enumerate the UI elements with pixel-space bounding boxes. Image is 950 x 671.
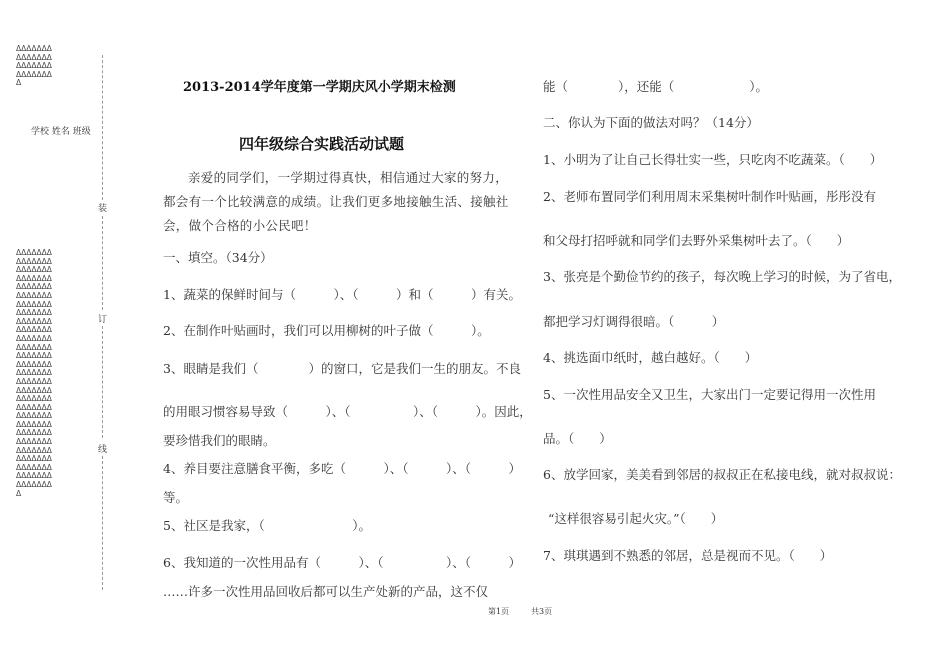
binding-mark-zhuang: 装 <box>98 204 108 214</box>
exam-title: 2013-2014学年度第一学期庆风小学期末检测 <box>183 80 456 95</box>
margin-triangles-bottom: ΔΔΔΔΔΔΔ ΔΔΔΔΔΔΔ ΔΔΔΔΔΔΔ ΔΔΔΔΔΔΔ ΔΔΔΔΔΔΔ ΔΔΔΔΔΔΔ ΔΔΔΔΔΔΔ ΔΔΔΔΔΔΔ ΔΔΔΔΔΔΔ ΔΔΔΔΔΔΔ ΔΔΔΔΔΔΔ ΔΔΔΔΔΔΔ ΔΔΔΔΔΔΔ ΔΔΔΔΔΔΔ ΔΔΔΔΔΔΔ ΔΔΔΔΔΔΔ ΔΔΔΔΔΔΔ ΔΔΔΔΔΔΔ ΔΔΔΔΔΔΔ ΔΔΔΔΔΔΔ ΔΔΔΔΔΔΔ ΔΔΔΔΔΔΔ ΔΔΔΔΔΔΔ ΔΔΔΔΔΔΔ ΔΔΔΔΔΔΔ ΔΔΔΔΔΔΔ ΔΔΔΔΔΔΔ ΔΔΔΔΔΔΔ Δ <box>16 248 52 498</box>
question-line: 6、放学回家，美美看到邻居的叔叔正在私接电线，就对叔叔说： <box>543 467 901 482</box>
question-line: 3、张亮是个勤俭节约的孩子，每次晚上学习的时候，为了省电， <box>543 269 901 284</box>
question-line: 5、社区是我家，（ ）。 <box>163 518 371 533</box>
question-line: 2、在制作叶贴画时，我们可以用柳树的叶子做（ ）。 <box>163 323 490 338</box>
question-line: “这样很容易引起火灾。”（ ） <box>548 511 724 526</box>
question-line: ……许多一次性用品回收后都可以生产处新的产品，这不仅 <box>163 584 489 599</box>
question-line: 都把学习灯调得很暗。（ ） <box>543 314 725 329</box>
binding-line <box>102 55 103 200</box>
margin-triangles-top: ΔΔΔΔΔΔΔ ΔΔΔΔΔΔΔ ΔΔΔΔΔΔΔ ΔΔΔΔΔΔΔ Δ <box>16 44 52 88</box>
question-line: 品。（ ） <box>543 431 612 446</box>
question-line: 的用眼习惯容易导致（ ）、（ ）、（ ）。因此， <box>163 404 532 419</box>
question-line: 能（ ），还能（ ）。 <box>543 79 769 94</box>
binding-line <box>102 456 103 590</box>
binding-mark-ding: 订 <box>98 315 108 325</box>
exam-subtitle: 四年级综合实践活动试题 <box>239 135 405 153</box>
section-judge-heading: 二、你认为下面的做法对吗？（14分） <box>543 115 759 130</box>
question-line: 7、琪琪遇到不熟悉的邻居，总是视而不见。（ ） <box>543 548 833 563</box>
question-line: 4、养目要注意膳食平衡，多吃（ ）、（ ）、（ ） <box>163 461 521 476</box>
question-line: 等。 <box>163 490 189 505</box>
question-line: 1、小明为了让自己长得壮实一些，只吃肉不吃蔬菜。（ ） <box>543 152 883 167</box>
question-line: 要珍惜我们的眼睛。 <box>163 433 276 448</box>
page-number: 第1页 <box>488 607 510 616</box>
question-line: 6、我知道的一次性用品有（ ）、（ ）、（ ） <box>163 555 521 570</box>
question-line: 4、挑选面巾纸时，越白越好。（ ） <box>543 350 758 365</box>
student-info-fields: 学校 姓名 班级 <box>31 127 91 137</box>
binding-mark-xian: 线 <box>98 445 108 455</box>
question-line: 5、一次性用品安全又卫生，大家出门一定要记得用一次性用 <box>543 387 876 402</box>
intro-paragraph: 亲爱的同学们，一学期过得真快，相信通过大家的努力，都会有一个比较满意的成绩。让我们更多地接触生活、接触社会，做个合格的小公民吧！ <box>163 170 509 233</box>
binding-line <box>102 216 103 310</box>
section-fill-blank-heading: 一、填空。（34分） <box>163 250 273 265</box>
question-line: 和父母打招呼就和同学们去野外采集树叶去了。（ ） <box>543 233 850 248</box>
question-line: 2、老师布置同学们利用周末采集树叶制作叶贴画，彤彤没有 <box>543 189 876 204</box>
page-total: 共3页 <box>531 607 553 616</box>
question-line: 1、蔬菜的保鲜时间与（ ）、（ ）和（ ）有关。 <box>163 287 521 302</box>
binding-line <box>102 326 103 438</box>
question-line: 3、眼睛是我们（ ）的窗口，它是我们一生的朋友。不良 <box>163 361 521 376</box>
